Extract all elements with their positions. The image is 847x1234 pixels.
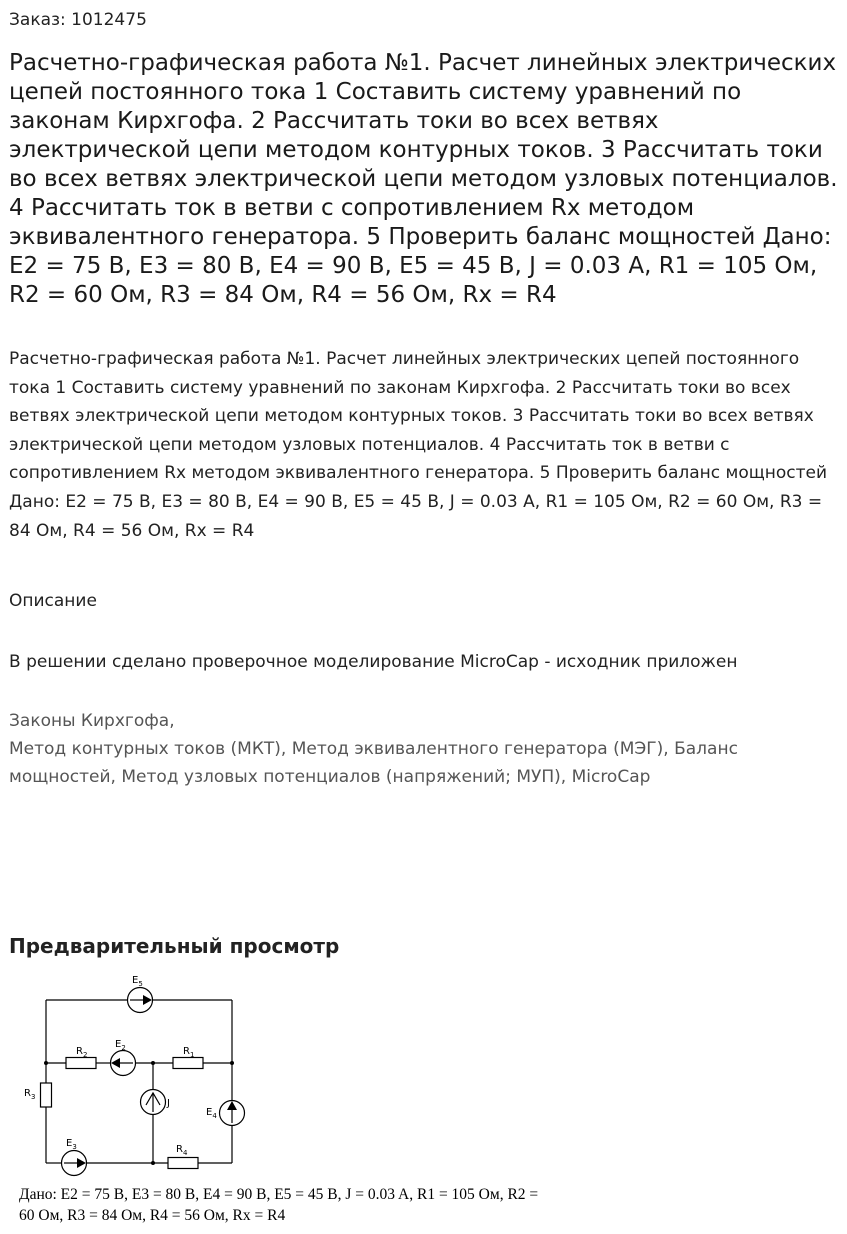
tag-link-kirchhoff[interactable]: Законы Кирхгофа (9, 711, 170, 731)
tag-link-nodal[interactable]: Метод узловых потенциалов (напряжений; МУП) (121, 767, 561, 787)
preview-heading: Предварительный просмотр (9, 934, 340, 958)
label-r2: $R_2$ (76, 1046, 88, 1059)
tag-separator: , (280, 739, 287, 759)
tag-separator: , (169, 711, 175, 731)
junction-dot (230, 1061, 234, 1065)
label-e4: $E_4$ (206, 1107, 217, 1120)
junction-dot (151, 1161, 155, 1165)
resistor-r2 (66, 1058, 96, 1069)
tag-link-thevenin[interactable]: Метод эквивалентного генератора (МЭГ) (291, 739, 664, 759)
given-line-2: 60 Ом, R3 = 84 Ом, R4 = 56 Ом, Rx = R4 (19, 1207, 286, 1224)
label-r1: $R_1$ (183, 1046, 195, 1059)
resistor-r3 (41, 1083, 52, 1107)
description-text: В решении сделано проверочное моделирование MicroCap - исходник приложен (9, 652, 738, 672)
page-title: Расчетно-графическая работа №1. Расчет линейных электрических цепей постоянного тока 1 Составить систему уравнений по законам Кирхгофа. 2 Рассчитать токи во всех ветвях электрической цепи методом контурных токов. 3 Рассчитать токи во всех ветвях электрической цепи методом узловых потенциалов. 4 Рассчитать ток в ветви с сопротивлением Rx методом эквивалентного генератора. 5 Проверить баланс мощностей Дано: E2 = 75 В, E3 = 80 В, E4 = 90 В, E5 = 45 В, J = 0.03 A, R1 = 105 Ом, R2 = 60 Ом, R3 = 84 Ом, R4 = 56 Ом, Rx = R4 (9, 50, 838, 308)
junction-dot (151, 1061, 155, 1065)
order-number: Заказ: 1012475 (9, 10, 147, 30)
tag-link-microcap[interactable]: MicroCap (571, 767, 651, 787)
tag-link-power-balance[interactable]: Баланс мощностей (9, 739, 738, 787)
given-values (19, 1184, 659, 1226)
tag-separator: , (560, 767, 567, 787)
circuit-schematic (0, 965, 260, 1185)
label-j: J (167, 1098, 170, 1109)
tag-separator: , (663, 739, 669, 759)
label-e3: $E_3$ (66, 1138, 77, 1151)
description-heading: Описание (9, 591, 97, 611)
resistor-r1 (173, 1058, 203, 1069)
label-e2: $E_2$ (115, 1039, 126, 1052)
task-description: Расчетно-графическая работа №1. Расчет линейных электрических цепей постоянного тока 1 Составить систему уравнений по законам Кирхгофа. 2 Рассчитать токи во всех ветвях электрической цепи методом контурных токов. 3 Рассчитать токи во всех ветвях электрической цепи методом узловых потенциалов. 4 Рассчитать ток в ветви с сопротивлением Rx методом эквивалентного генератора. 5 Проверить баланс мощностей Дано: E2 = 75 В, E3 = 80 В, E4 = 90 В, E5 = 45 В, J = 0.03 A, R1 = 105 Ом, R2 = 60 Ом, R3 = 84 Ом, R4 = 56 Ом, Rx = R4 (9, 349, 828, 541)
resistor-r4 (168, 1158, 198, 1169)
junction-dot (44, 1061, 48, 1065)
label-e5: $E_5$ (132, 975, 143, 988)
tag-link-mesh-current[interactable]: Метод контурных токов (МКТ) (9, 739, 281, 759)
given-line-1: Дано: E2 = 75 В, E3 = 80 В, E4 = 90 В, E5 = 45 В, J = 0.03 A, R1 = 105 Ом, R2 = (19, 1186, 539, 1203)
label-r3: $R_3$ (24, 1088, 36, 1101)
tag-separator: , (110, 767, 116, 787)
tag-list (9, 707, 839, 791)
label-r4: $R_4$ (176, 1144, 188, 1157)
